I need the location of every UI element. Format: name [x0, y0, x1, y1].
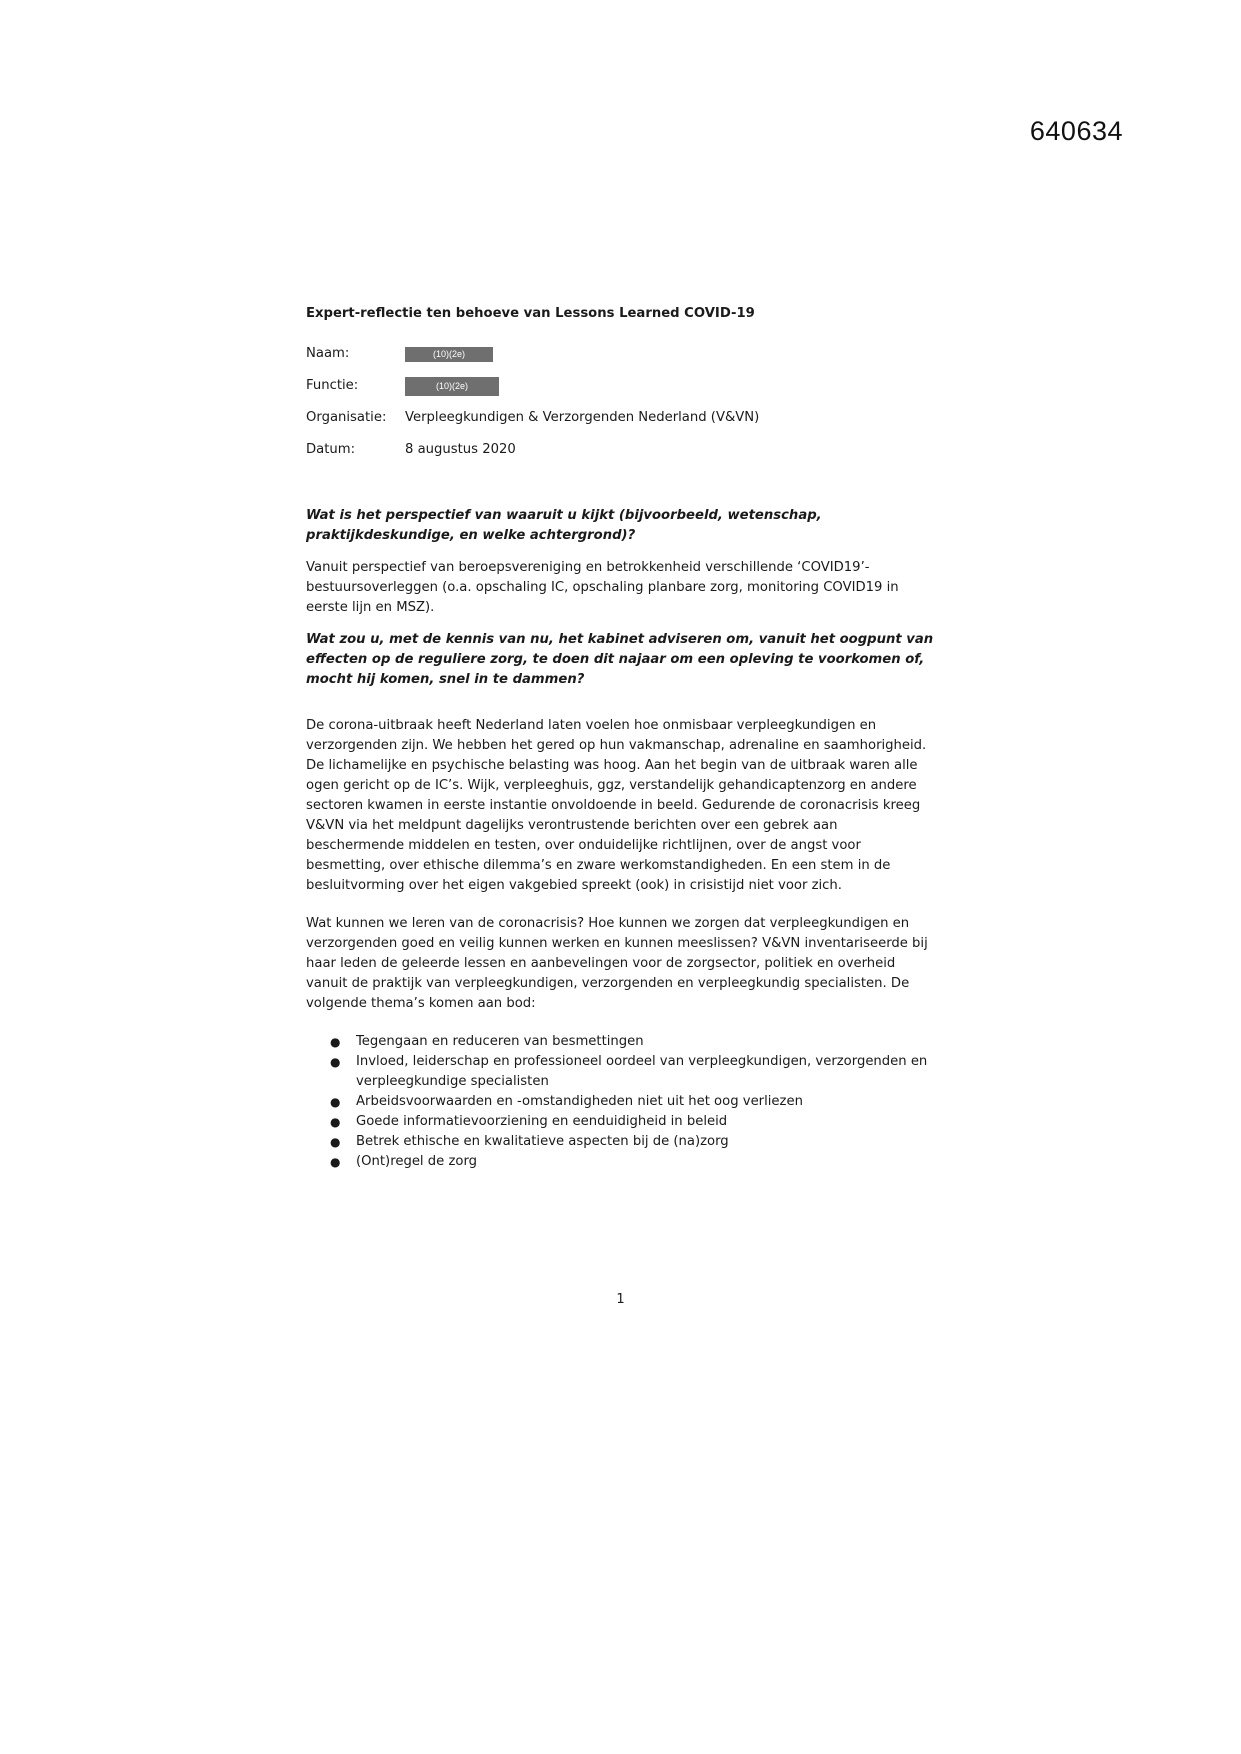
- bullet-icon: ●: [330, 1115, 341, 1129]
- question-perspective: Wat is het perspectief van waaruit u kijkt (bijvoorbeeld, wetenschap, praktijkdeskundige, en welke achtergrond)?: [306, 508, 822, 543]
- bullet-icon: ●: [330, 1035, 341, 1049]
- meta-label: Datum:: [306, 442, 356, 457]
- question-advice: Wat zou u, met de kennis van nu, het kabinet adviseren om, vanuit het oogpunt van effecten op de reguliere zorg, te doen dit najaar om een opleving te voorkomen of, mocht hij komen, snel in te dammen?: [306, 632, 934, 687]
- list-item: ● (Ont)regel de zorg: [306, 1152, 938, 1172]
- redaction-box: (10)(2e): [405, 377, 499, 396]
- document-title: Expert-reflectie ten behoeve van Lessons Learned COVID-19: [306, 306, 755, 321]
- list-item: ● Invloed, leiderschap en professioneel oordeel van verpleegkundigen, verzorgenden en verpleegkundige specialisten: [330, 1054, 928, 1089]
- redaction-box: (10)(2e): [405, 347, 493, 362]
- meta-row-datum: [306, 434, 938, 466]
- bullet-icon: ●: [330, 1135, 341, 1149]
- paragraph-corona-outbreak: De corona-uitbraak heeft Nederland laten voelen hoe onmisbaar verpleegkundigen en verzorgenden zijn. We hebben het gered op hun vakmanschap, adrenaline en saamhorigheid. De lichamelijke en psychische belasting was hoog. Aan het begin van de uitbraak waren alle ogen gericht op de IC’s. Wijk, verpleeghuis, ggz, verstandelijk gehandicaptenzorg en andere sectoren kwamen in eerste instantie onvoldoende in beeld. Gedurende de coronacrisis kreeg V&VN via het meldpunt dagelijks verontrustende berichten over een gebrek aan beschermende middelen en testen, over onduidelijke richtlijnen, over de angst voor besmetting, over ethische dilemma’s en zware werkomstandigheden. En een stem in de besluitvorming over het eigen vakgebied spreekt (ook) in crisistijd niet voor zich.: [306, 718, 927, 893]
- meta-row-organisatie: [306, 402, 938, 434]
- bullet-icon: ●: [330, 1055, 341, 1069]
- meta-label: Functie:: [306, 378, 359, 393]
- meta-value: 8 augustus 2020: [405, 442, 516, 457]
- list-item: ● Tegengaan en reduceren van besmettingen: [306, 1032, 938, 1052]
- answer-perspective: Vanuit perspectief van beroepsvereniging en betrokkenheid verschillende ‘COVID19’-bestuursoverleggen (o.a. opschaling IC, opschaling planbare zorg, monitoring COVID19 in eerste lijn en MSZ).: [306, 560, 899, 615]
- page-number: 1: [616, 1292, 625, 1307]
- themes-list: [306, 1032, 938, 1172]
- meta-label: Naam:: [306, 346, 350, 361]
- document-content: [306, 304, 938, 1172]
- document-number: 640634: [1029, 116, 1123, 146]
- meta-label: Organisatie:: [306, 410, 387, 425]
- list-item: ● Betrek ethische en kwalitatieve aspecten bij de (na)zorg: [306, 1132, 938, 1152]
- bullet-icon: ●: [330, 1155, 341, 1169]
- meta-value: Verpleegkundigen & Verzorgenden Nederland (V&VN): [405, 410, 760, 425]
- list-item: ● Goede informatievoorziening en eenduidigheid in beleid: [306, 1112, 938, 1132]
- bullet-icon: ●: [330, 1095, 341, 1109]
- meta-row-naam: [306, 338, 938, 370]
- meta-row-functie: [306, 370, 938, 402]
- list-item: ● Arbeidsvoorwaarden en -omstandigheden niet uit het oog verliezen: [306, 1092, 938, 1112]
- paragraph-lessons: Wat kunnen we leren van de coronacrisis? Hoe kunnen we zorgen dat verpleegkundigen en verzorgenden goed en veilig kunnen werken en kunnen meeslissen? V&VN inventariseerde bij haar leden de geleerde lessen en aanbevelingen voor de zorgsector, politiek en overheid vanuit de praktijk van verpleegkundigen, verzorgenden en verpleegkundig specialisten. De volgende thema’s komen aan bod:: [306, 916, 928, 1011]
